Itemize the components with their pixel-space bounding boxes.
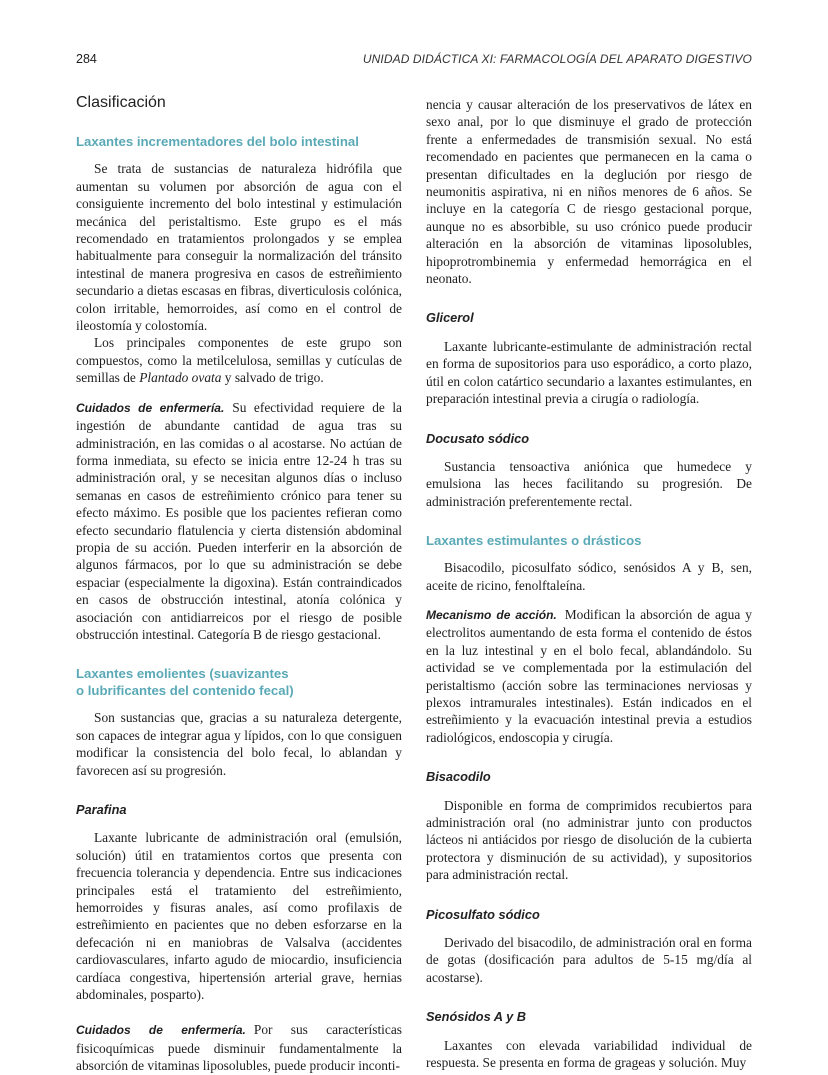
paragraph-docusato: Sustancia tensoactiva aniónica que humedece y emulsiona las heces facilitando su progresión. De administración preferentemente rectal.	[426, 458, 752, 509]
heading-bisacodilo: Bisacodilo	[426, 769, 491, 785]
paragraph-parafina: Laxante lubricante de administración oral (emulsión, solución) útil en tratamientos cortos que presenta con frecuencia tolerancia y dependencia. Entre sus indicaciones principales está el tratamiento del estreñimiento, hemorroides y fisuras anales, así como profilaxis de estreñimiento en pacientes que no deben esforzarse en la defecación ni en maniobras de Valsalva (accidentes cardiovasculares, infarto agudo de miocardio, insuficiencia cardíaca congestiva, hipertensión arterial grave, hernias abdominales, posparto).	[76, 830, 402, 1003]
runin-cuidados: Cuidados de enfermería.	[76, 1023, 246, 1038]
paragraph-bisacodilo: Disponible en forma de comprimidos recubiertos para administración oral (no administrar junto con productos lácteos ni antiácidos por riesgo de disolución de la cubierta protectora y disminución de su actividad), y supositorios para administración rectal.	[426, 797, 752, 883]
paragraph-continuation: nencia y causar alteración de los preservativos de látex en sexo anal, por lo que disminuye el grado de protección frente a enfermedades de transmisión sexual. No está recomendado en pacientes que permanecen en la cama o presentan dificultades en la deglución por riesgo de neumonitis aspirativa, ni en niños menores de 6 años. Se incluye en la categoría C de riesgo gestacional porque, aunque no es absorbible, su uso crónico puede producir alteración en la absorción de vitaminas liposolubles, hipoprotrombinemia y enfermedad hemorrágica en el neonato.	[426, 97, 752, 287]
heading-line: o lubrificantes del contenido fecal)	[76, 683, 294, 699]
paragraph-cuidados-parafina	[76, 1021, 402, 1074]
page-number: 284	[76, 52, 97, 66]
heading-picosulfato: Picosulfato sódico	[426, 906, 540, 922]
heading-senosidos: Senósidos A y B	[426, 1009, 527, 1025]
heading-docusato: Docusato sódico	[426, 430, 530, 446]
running-header: UNIDAD DIDÁCTICA XI: FARMACOLOGÍA DEL APARATO DIGESTIVO	[362, 52, 752, 66]
heading-incrementadores: Laxantes incrementadores del bolo intestinal	[76, 134, 359, 150]
heading-glicerol: Glicerol	[426, 310, 474, 326]
runin-mecanismo: Mecanismo de acción.	[426, 607, 557, 622]
right-column	[426, 96, 752, 1071]
text-fragment: Los principales componentes de este grupo son compuestos, como la metilcelulosa, semillas y cutículas de semillas de	[76, 335, 402, 386]
cuidados-text: Por sus características fisicoquímicas puede disminuir fundamentalmente la absorción de vitaminas liposolubles, puede producir inconti-	[76, 1022, 402, 1074]
runin-cuidados: Cuidados de enfermería.	[76, 400, 225, 415]
paragraph-estimulantes: Bisacodilo, picosulfato sódico, senósidos A y B, sen, aceite de ricino, fenolftaleína.	[426, 560, 752, 593]
paragraph-emolientes: Son sustancias que, gracias a su naturaleza detergente, son capaces de integrar agua y lípidos, con lo que consiguen modificar la consistencia del bolo fecal, lo ablandan y favorecen así su progresión.	[76, 710, 402, 778]
paragraph-incrementadores-2	[76, 334, 402, 386]
paragraph-incrementadores-1: Se trata de sustancias de naturaleza hidrófila que aumentan su volumen por absorción de agua con el consiguiente incremento del bolo intestinal y estimulación mecánica del peristaltismo. Este grupo es el más recomendado en tratamientos prolongados y se emplea habitualmente para conseguir la normalización del tránsito intestinal de manera progresiva en casos de estreñimiento secundario a dietas escasas en fibras, diverticulosis colónica, colon irritable, hemorroides, así como en el control de ileostomía y colostomía.	[76, 161, 402, 334]
heading-parafina: Parafina	[76, 802, 127, 817]
heading-estimulantes: Laxantes estimulantes o drásticos	[426, 533, 642, 549]
paragraph-mecanismo	[426, 606, 752, 746]
heading-line: Laxantes emolientes (suavizantes	[76, 666, 289, 682]
species-name: Plantado ovata	[139, 370, 222, 386]
heading-emolientes	[76, 665, 402, 699]
mecanismo-text: Modifican la absorción de agua y electrolitos aumentando de esta forma el contenido de éstos en la luz intestinal y en el bolo fecal, ablandándolo. Su actividad se ve complementada por la estimulación del peristaltismo (acción sobre las terminaciones nerviosas y plexos intramurales intestinales). Están indicados en el estreñimiento y la evacuación intestinal previa a estudios radiológicos, endoscopia y cirugía.	[426, 606, 752, 745]
paragraph-picosulfato: Derivado del bisacodilo, de administración oral en forma de gotas (dosificación para adultos de 5-15 mg/día al acostarse).	[426, 935, 752, 985]
section-title: Clasificación	[76, 94, 166, 111]
paragraph-glicerol: Laxante lubricante-estimulante de administración rectal en forma de supositorios para uso esporádico, a corto plazo, útil en colon catártico secundario a laxantes estimulantes, en preparación intestinal previa a cirugía o radiología.	[426, 338, 752, 407]
paragraph-cuidados-incrementadores	[76, 399, 402, 644]
left-column	[76, 92, 402, 1075]
text-fragment: y salvado de trigo.	[221, 370, 324, 386]
paragraph-senosidos: Laxantes con elevada variabilidad individual de respuesta. Se presenta en forma de grageas y solución. Muy	[426, 1037, 752, 1071]
cuidados-text: Su efectividad requiere de la ingestión de abundante cantidad de agua tras su administración, en las comidas o al acostarse. No actúan de forma inmediata, su efecto se inicia entre 12-24 h tras su administración oral, y se necesitan algunos días o incluso semanas en casos de estreñimiento crónico para tener su efecto máximo. Es posible que los pacientes refieran como efecto secundario flatulencia y cierta distensión abdominal propia de su acción. Pueden interferir en la absorción de algunos fármacos, por lo que su administración se debe espaciar (especialmente la digoxina). Están contraindicados en casos de obstrucción intestinal, atonía colónica y asociación con antidiarreicos por el riesgo de posible obstrucción intestinal. Categoría B de riesgo gestacional.	[76, 399, 402, 642]
